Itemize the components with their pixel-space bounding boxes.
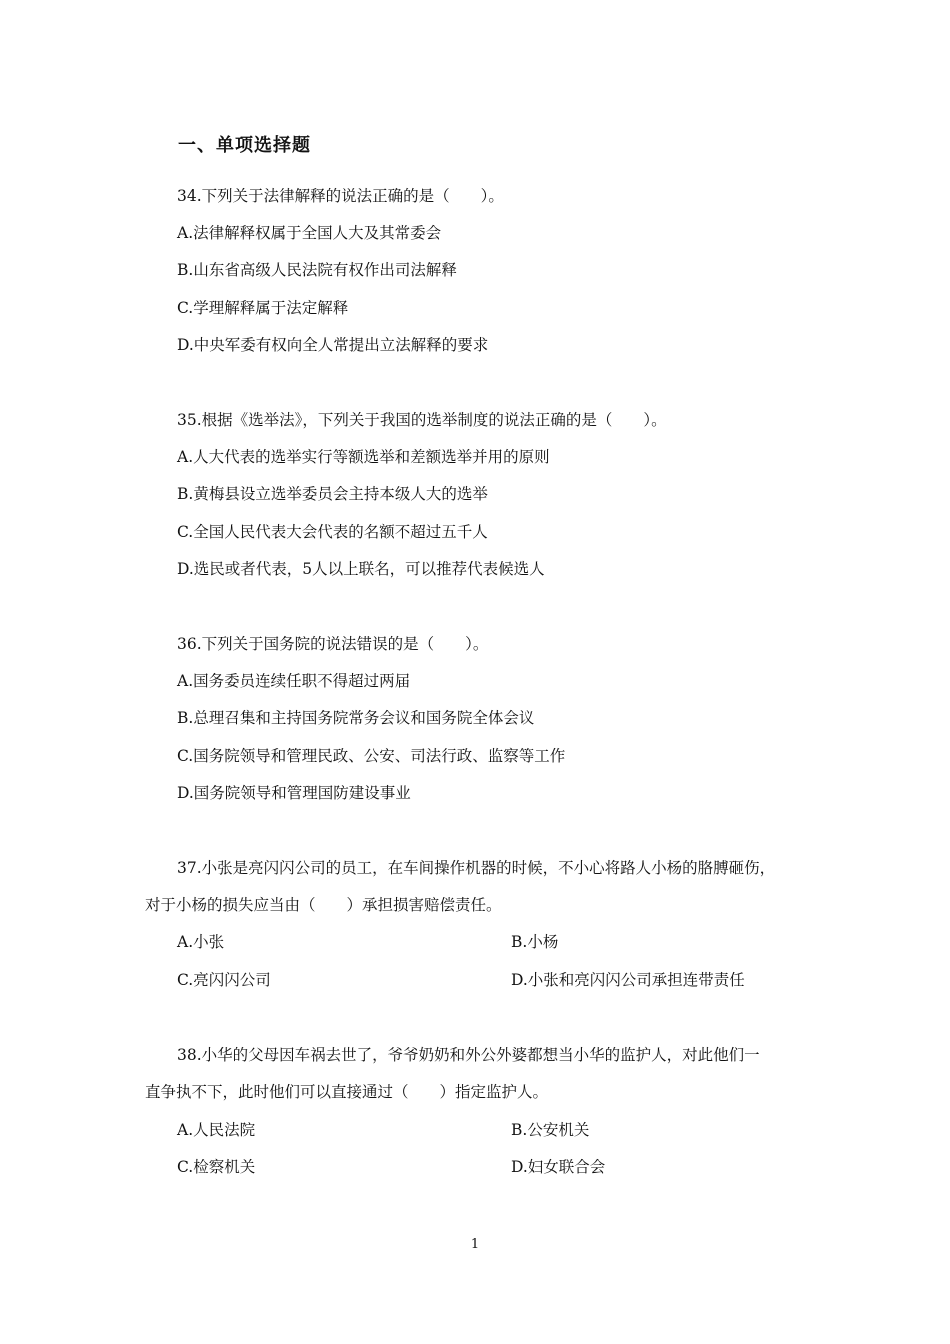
question-35-stem: 35.根据《选举法》，下列关于我国的选举制度的说法正确的是（ ）。 [177, 411, 667, 429]
question-35-option-c: C.全国人民代表大会代表的名额不超过五千人 [177, 523, 488, 541]
question-37-stem-line1: 37.小张是亮闪闪公司的员工，在车间操作机器的时候，不小心将路人小杨的胳膊砸伤， [177, 859, 776, 877]
page-number: 1 [470, 1237, 480, 1252]
question-35-option-d: D.选民或者代表，5人以上联名，可以推荐代表候选人 [177, 560, 545, 578]
question-37-option-d: D.小张和亮闪闪公司承担连带责任 [511, 971, 745, 989]
question-37-option-a: A.小张 [177, 933, 225, 951]
question-37-stem-line2: 对于小杨的损失应当由（ ）承担损害赔偿责任。 [145, 896, 502, 914]
question-34-stem: 34.下列关于法律解释的说法正确的是（ ）。 [177, 187, 504, 205]
question-36-option-d: D.国务院领导和管理国防建设事业 [177, 784, 411, 802]
question-38-option-a: A.人民法院 [177, 1121, 256, 1139]
question-38-stem-line2: 直争执不下，此时他们可以直接通过（ ）指定监护人。 [145, 1083, 549, 1101]
question-36-option-c: C.国务院领导和管理民政、公安、司法行政、监察等工作 [177, 747, 566, 765]
question-36-option-b: B.总理召集和主持国务院常务会议和国务院全体会议 [177, 709, 535, 727]
question-38-option-b: B.公安机关 [511, 1121, 590, 1139]
question-34-option-d: D.中央军委有权向全人常提出立法解释的要求 [177, 336, 489, 354]
section-title: 一、单项选择题 [178, 135, 311, 156]
question-34-option-a: A.法律解释权属于全国人大及其常委会 [177, 224, 442, 242]
question-35-option-b: B.黄梅县设立选举委员会主持本级人大的选举 [177, 485, 488, 503]
question-38-stem-line1: 38.小华的父母因车祸去世了，爷爷奶奶和外公外婆都想当小华的监护人，对此他们一 [177, 1046, 760, 1064]
question-34-option-c: C.学理解释属于法定解释 [177, 299, 349, 317]
question-36-option-a: A.国务委员连续任职不得超过两届 [177, 672, 411, 690]
question-34-option-b: B.山东省高级人民法院有权作出司法解释 [177, 261, 457, 279]
question-37-option-c: C.亮闪闪公司 [177, 971, 271, 989]
question-36-stem: 36.下列关于国务院的说法错误的是（ ）。 [177, 635, 489, 653]
question-38-option-c: C.检察机关 [177, 1158, 256, 1176]
question-38-option-d: D.妇女联合会 [511, 1158, 606, 1176]
question-37-option-b: B.小杨 [511, 933, 559, 951]
question-35-option-a: A.人大代表的选举实行等额选举和差额选举并用的原则 [177, 448, 550, 466]
